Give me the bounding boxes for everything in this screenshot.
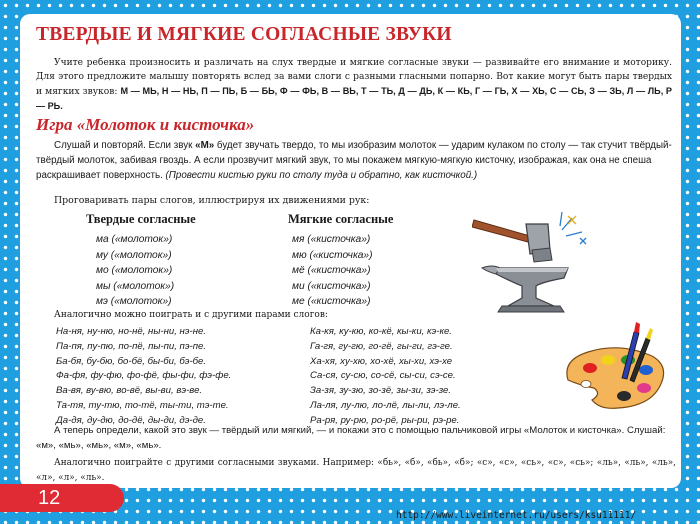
intro-text: Учите ребенка произносить и различать на слух твердые и мягкие согласные звуки — развивайте его внимание и моторику. Для этого предложите малышу повторять вслед за вами слоги с разными гласными попарно. Вот какие могут быть пары твердых и мягких звуков: [36,58,672,97]
game-note: (Провести кистью руки по столу туда и обратно, как кисточкой.) [165,170,478,181]
list-item: мя («кисточка») [292,234,371,245]
consonant-pairs: М — МЬ, Н — НЬ, П — ПЬ, Б — БЬ, Ф — ФЬ, В — ВЬ, Т — ТЬ, Д — ДЬ, К — КЬ, Г — ГЬ, Х — ХЬ, С — СЬ, З — ЗЬ, Л — ЛЬ, Р — РЬ. [36,86,672,111]
list-item: Ба-бя, бу-бю, бо-бё, бы-би, бэ-бе. [56,355,207,367]
soft-consonants-list [292,232,373,310]
list-item: ми («кисточка») [292,280,371,292]
list-item: му («молоток») [96,249,172,261]
anvil-icon [482,266,568,312]
similar-text: Аналогично можно поиграть и с другими парами слогов: [54,310,328,320]
game-text-2: будет звучать твердо, то мы изобразим молоток — ударим кулаком по столу — так стучит твёрдый-твёрдый молоток, забивая гвоздь. А если прозвучит мягкий звук, то мы покажем мягкую-мягкую кисточку, изображая, как она не спеша раскрашивает поверхность. [36,140,672,181]
list-item: Га-гя, гу-гю, го-гё, гы-ги, гэ-ге. [310,340,453,352]
game-description [36,138,672,183]
page-title: ТВЕРДЫЕ И МЯГКИЕ СОГЛАСНЫЕ ЗВУКИ [36,24,452,45]
list-item: Ка-кя, ку-кю, ко-кё, кы-ки, кэ-ке. [310,326,452,337]
list-item: мю («кисточка») [292,249,373,261]
sparkle-icon [560,212,586,244]
list-item: Ва-вя, ву-вю, во-вё, вы-ви, вэ-ве. [56,385,203,397]
list-item: Ха-хя, ху-хю, хо-хё, хы-хи, хэ-хе [310,355,453,367]
watermark-url: http://www.liveinternet.ru/users/ksu11111/ [396,510,637,521]
game-title: Игра «Молоток и кисточка» [36,115,255,134]
page-sheet [20,14,681,488]
soft-consonants-header: Мягкие согласные [288,212,394,226]
hammer-icon [472,220,552,262]
list-item: мэ («молоток») [96,296,172,308]
hard-consonants-header: Твердые согласные [86,212,196,226]
palette-icon [567,348,664,409]
hard-consonants-list [96,232,174,310]
list-item: Па-пя, пу-пю, по-пё, пы-пи, пэ-пе. [56,340,207,352]
instruction-text: Проговаривать пары слогов, иллюстрируя их движениями рук: [54,195,370,206]
list-item: За-зя, зу-зю, зо-зё, зы-зи, зэ-зе. [310,385,452,397]
game-letter: «М» [195,140,215,151]
list-item: Ла-ля, лу-лю, ло-лё, лы-ли, лэ-ле. [310,399,461,411]
intro-paragraph [36,56,672,114]
syllables-left-list [56,325,231,429]
list-item: Фа-фя, фу-фю, фо-фё, фы-фи, фэ-фе. [56,370,232,382]
followup-paragraph: А теперь определи, какой это звук — твёрдый или мягкий, — и покажи это с помощью пальчиковой игры «Молоток и кисточка». Слушай: «м», «мь», «мь», «м», «мь». [36,425,666,451]
list-item: мы («молоток») [96,280,175,292]
hammer-anvil-illustration [472,210,596,314]
game-text-1: Слушай и повторяй. Если звук [54,140,196,151]
list-item: Ра-ря, ру-рю, ро-рё, ры-ри, рэ-ре. [310,414,460,426]
similar2-paragraph: Аналогично поиграйте с другими согласными звуками. Например: «бь», «б», «бь», «б»; «с», «с», «сь», «с», «сь»; «ль», «ль», «ль», «л», «л», «ль». [36,458,676,483]
syllables-right-list [310,325,461,429]
list-item: ме («кисточка») [292,296,371,308]
palette-brush-illustration [560,320,672,414]
list-item: Са-ся, су-сю, со-сё, сы-си, сэ-се. [310,370,456,382]
list-item: мё («кисточка») [292,265,371,277]
list-item: Да-дя, ду-дю, до-дё, ды-ди, дэ-де. [56,414,206,426]
list-item: На-ня, ну-ню, но-нё, ны-ни, нэ-не. [56,326,206,337]
list-item: ма («молоток») [96,234,173,245]
page-number: 12 [0,484,124,512]
list-item: мо («молоток») [96,265,173,277]
list-item: Та-тя, ту-тю, то-тё, ты-ти, тэ-те. [56,399,229,411]
